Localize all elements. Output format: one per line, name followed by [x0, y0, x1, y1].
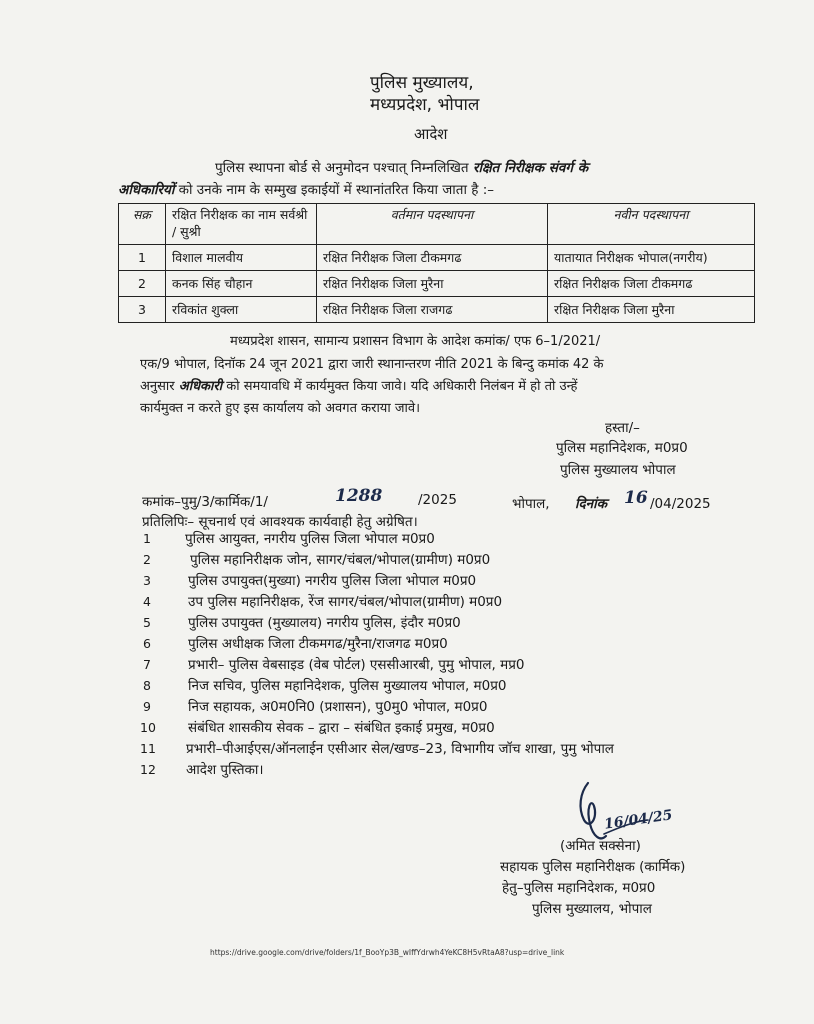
list-item: संबंधित शासकीय सेवक – द्वारा – संबंधित इकाई प्रमुख, म0प्र0	[188, 720, 495, 736]
intro-line-2-text: को उनके नाम के सम्मुख इकाईयों में स्थानांतरित किया जाता है :–	[178, 182, 495, 198]
cell-new: रक्षित निरीक्षक जिला मुरैना	[548, 297, 755, 323]
para2-line-2: एक/9 भोपाल, दिनॉक 24 जून 2021 द्वारा जारी स्थानान्तरण नीति 2021 के बिन्दु कमांक 42 के	[140, 357, 604, 372]
list-item-number: 6	[143, 636, 151, 651]
ref-prefix: कमांक–पुमु/3/कार्मिक/1/	[142, 494, 268, 510]
list-item: उप पुलिस महानिरीक्षक, रेंज सागर/चंबल/भोपाल(ग्रामीण) म0प्र0	[188, 594, 503, 610]
intro-line-1-bold: रक्षित निरीक्षक संवर्ग के	[472, 160, 589, 176]
table-header-row	[119, 204, 755, 245]
ref-date-rest: /04/2025	[650, 496, 711, 512]
cell-name: कनक सिंह चौहान	[166, 271, 317, 297]
cell-current: रक्षित निरीक्षक जिला मुरैना	[317, 271, 548, 297]
para2-line-3-bold: अधिकारी	[178, 379, 223, 394]
list-item: पुलिस उपायुक्त (मुख्यालय) नगरीय पुलिस, इंदौर म0प्र0	[188, 615, 461, 631]
list-item: पुलिस उपायुक्त(मुख्या) नगरीय पुलिस जिला भोपाल म0प्र0	[188, 573, 477, 589]
ref-place: भोपाल,	[512, 496, 550, 512]
intro-line-1	[215, 158, 588, 176]
cell-new: यातायात निरीक्षक भोपाल(नगरीय)	[548, 245, 755, 271]
header-line-2: मध्यप्रदेश, भोपाल	[370, 95, 480, 115]
para2-line-4: कार्यमुक्त न करते हुए इस कार्यालय को अवगत कराया जावे।	[140, 401, 421, 416]
para2-line-3-start: अनुसार	[140, 379, 175, 394]
signature1-line-3: पुलिस मुख्यालय भोपाल	[560, 462, 676, 478]
para2-line-1: मध्यप्रदेश शासन, सामान्य प्रशासन विभाग के आदेश कमांक/ एफ 6–1/2021/	[230, 334, 601, 349]
col-header-new: नवीन पदस्थापना	[548, 204, 755, 245]
list-item: प्रभारी– पुलिस वेबसाइड (वेब पोर्टल) एससीआरबी, पुमु भोपाल, मप्र0	[188, 657, 525, 673]
para2-line-3-rest: को समयावधि में कार्यमुक्त किया जावे। यदि अधिकारी निलंबन में हो तो उन्हें	[226, 379, 578, 394]
table-row	[119, 245, 755, 271]
signature1-line-1: हस्ता/–	[605, 420, 640, 436]
cell-name: रविकांत शुक्ला	[166, 297, 317, 323]
table-row	[119, 271, 755, 297]
header-line-1: पुलिस मुख्यालय,	[370, 73, 474, 93]
list-item-number: 7	[143, 657, 151, 672]
list-item-number: 9	[143, 699, 151, 714]
order-title: आदेश	[414, 125, 448, 143]
signature2-line-4: पुलिस मुख्यालय, भोपाल	[532, 901, 652, 917]
cell-name: विशाल मालवीय	[166, 245, 317, 271]
transfer-table	[118, 203, 755, 323]
list-item-number: 11	[140, 741, 156, 756]
list-item: आदेश पुस्तिका।	[186, 762, 264, 778]
signature1-line-2: पुलिस महानिदेशक, म0प्र0	[556, 440, 688, 456]
footer-drive-link[interactable]: https://drive.google.com/drive/folders/1f_BooYp3B_wIffYdrwh4YeKC8H5vRtaA8?usp=drive_link	[210, 948, 565, 957]
intro-line-2	[118, 180, 494, 198]
col-header-current: वर्तमान पदस्थापना	[317, 204, 548, 245]
cell-sno: 3	[119, 297, 166, 323]
list-item-number: 2	[143, 552, 151, 567]
cell-current: रक्षित निरीक्षक जिला राजगढ	[317, 297, 548, 323]
list-item-number: 1	[143, 531, 151, 546]
signature2-line-3: हेतु–पुलिस महानिदेशक, म0प्र0	[502, 880, 656, 896]
ref-year: /2025	[418, 492, 457, 508]
col-header-name: रक्षित निरीक्षक का नाम सर्वश्री / सुश्री	[166, 204, 317, 245]
signature2-name: (अमित सक्सेना)	[560, 838, 641, 854]
ref-number-handwritten: 1288	[335, 486, 383, 506]
list-item-number: 12	[140, 762, 156, 777]
intro-line-1-text: पुलिस स्थापना बोर्ड से अनुमोदन पश्चात् निम्नलिखित	[215, 160, 469, 176]
list-item: निज सहायक, अ0म0नि0 (प्रशासन), पु0मु0 भोपाल, म0प्र0	[188, 699, 488, 715]
list-item-number: 5	[143, 615, 151, 630]
signature2-line-2: सहायक पुलिस महानिरीक्षक (कार्मिक)	[500, 859, 686, 875]
list-item-number: 4	[143, 594, 151, 609]
ref-date-handwritten: 16	[624, 488, 648, 508]
col-header-sno: सक्र	[119, 204, 166, 245]
copy-intro: प्रतिलिपिः– सूचनार्थ एवं आवश्यक कार्यवाही हेतु अग्रेषित।	[142, 514, 418, 530]
list-item: प्रभारी–पीआईएस/ऑनलाईन एसीआर सेल/खण्ड–23, विभागीय जॉच शाखा, पुमु भोपाल	[186, 741, 614, 757]
list-item-number: 10	[140, 720, 156, 735]
table-row	[119, 297, 755, 323]
list-item-number: 3	[143, 573, 151, 588]
list-item: निज सचिव, पुलिस महानिदेशक, पुलिस मुख्यालय भोपाल, म0प्र0	[188, 678, 507, 694]
handwritten-date: 16/04/25	[603, 807, 674, 833]
list-item: पुलिस आयुक्त, नगरीय पुलिस जिला भोपाल म0प्र0	[185, 531, 435, 547]
cell-sno: 2	[119, 271, 166, 297]
ref-date-label: दिनांक	[575, 496, 608, 512]
list-item: पुलिस अधीक्षक जिला टीकमगढ/मुरैना/राजगढ म0प्र0	[188, 636, 448, 652]
cell-current: रक्षित निरीक्षक जिला टीकमगढ	[317, 245, 548, 271]
list-item: पुलिस महानिरीक्षक जोन, सागर/चंबल/भोपाल(ग्रामीण) म0प्र0	[190, 552, 491, 568]
para2-line-3	[140, 376, 577, 394]
list-item-number: 8	[143, 678, 151, 693]
cell-sno: 1	[119, 245, 166, 271]
intro-line-2-bold: अधिकारियों	[118, 182, 175, 198]
cell-new: रक्षित निरीक्षक जिला टीकमगढ	[548, 271, 755, 297]
